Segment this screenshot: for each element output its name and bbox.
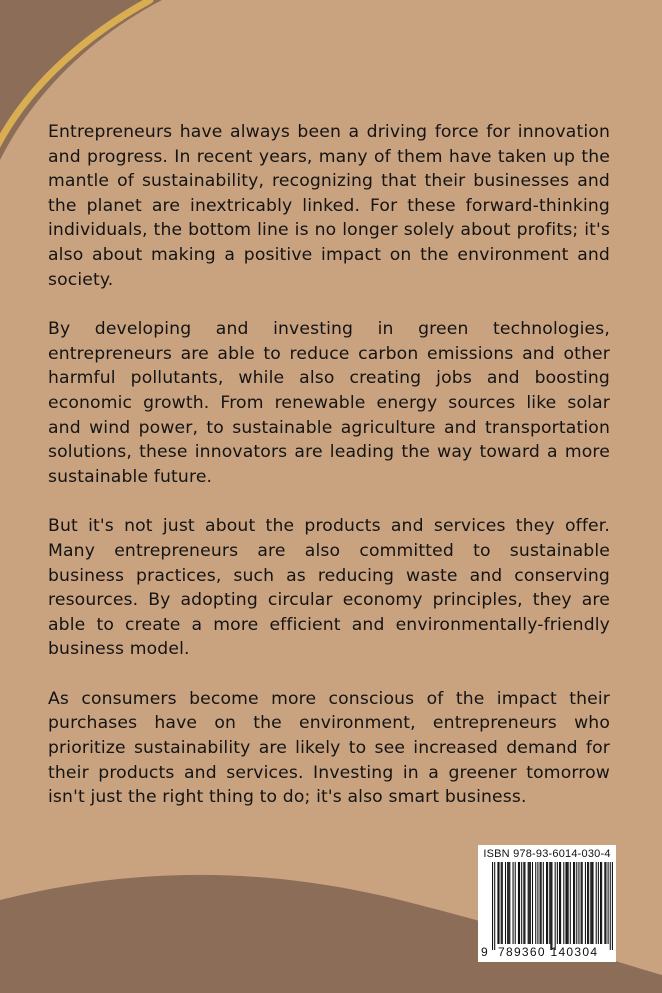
- barcode-bar: [524, 862, 525, 944]
- barcode-bar: [605, 862, 606, 944]
- barcode-bar: [568, 862, 569, 944]
- barcode-bar: [530, 862, 531, 944]
- barcode-bar: [570, 862, 571, 944]
- barcode-bar: [596, 862, 597, 944]
- barcode-bar: [508, 862, 509, 944]
- barcode-bar: [492, 862, 493, 950]
- barcode-bar: [529, 862, 530, 944]
- barcode-bar: [537, 862, 538, 944]
- barcode-bar: [600, 862, 601, 944]
- barcode-bar: [541, 862, 542, 944]
- barcode-bar: [608, 862, 609, 944]
- barcode-bar: [573, 862, 574, 944]
- barcode-bar: [494, 862, 495, 950]
- barcode-bar: [532, 862, 533, 944]
- barcode-bar: [612, 862, 613, 950]
- barcode-bar: [604, 862, 605, 944]
- barcode-bar: [565, 862, 566, 944]
- barcode-bar: [549, 862, 550, 944]
- isbn-barcode: [478, 845, 616, 962]
- barcode-bar: [501, 862, 502, 944]
- barcode-bar: [601, 862, 602, 944]
- paragraph-1: Entrepreneurs have always been a driving force for innovation and progress. In recent years, many of them have taken up the mantle of sustainability, recognizing that their businesses and the planet are inextricably linked. For these forward-thinking individuals, the bottom line is no longer solely about profits; it's also about making a positive impact on the environment and society.: [48, 122, 610, 290]
- barcode-bar: [551, 862, 552, 950]
- barcode-bar: [547, 862, 548, 944]
- barcode-bar: [598, 862, 599, 944]
- paragraph-4: As consumers become more conscious of the impact their purchases have on the environment, entrepreneurs who prioritize sustainability are likely to see increased demand for their products and services. Investing in a greener tomorrow isn't just the right thing to do; it's also smart business.: [48, 688, 610, 808]
- barcode-bar: [555, 862, 556, 950]
- barcode-bar: [578, 862, 579, 944]
- back-cover-text: [48, 120, 610, 835]
- barcode-bar: [497, 862, 498, 944]
- barcode-bar: [498, 862, 499, 944]
- barcode-bar: [576, 862, 577, 944]
- barcode-bar: [581, 862, 582, 944]
- barcode-bar: [543, 862, 544, 944]
- barcode-bar: [535, 862, 536, 944]
- barcode-bar: [502, 862, 503, 944]
- barcode-bar: [521, 862, 522, 944]
- barcode-bar: [515, 862, 516, 944]
- barcode-bar: [610, 862, 611, 950]
- barcode-bar: [546, 862, 547, 944]
- barcode-bar: [505, 862, 506, 944]
- barcode-bar: [528, 862, 529, 944]
- barcode-bar: [550, 862, 551, 950]
- barcode-bar: [588, 862, 589, 944]
- barcode-bar: [523, 862, 524, 944]
- barcode-bar: [591, 862, 592, 944]
- isbn-digits-rest: 789360 140304: [498, 945, 599, 959]
- barcode-bar: [557, 862, 558, 944]
- paragraph-2: By developing and investing in green technologies, entrepreneurs are able to reduce carbon emissions and other harmful pollutants, while also creating jobs and boosting economic growth. From renewable energy sources like solar and wind power, to sustainable agriculture and transportation solutions, these innovators are leading the way toward a more sustainable future.: [48, 319, 610, 487]
- barcode-bar: [519, 862, 520, 944]
- isbn-label: ISBN 978-93-6014-030-4: [483, 848, 611, 860]
- barcode-bar: [560, 862, 561, 944]
- barcode-bar: [587, 862, 588, 944]
- barcode-bar: [574, 862, 575, 944]
- barcode-bar: [559, 862, 560, 944]
- barcode-bar: [585, 862, 586, 944]
- barcode-bar: [582, 862, 583, 944]
- paragraph-3: But it's not just about the products and services they offer. Many entrepreneurs are also committed to sustainable business practices, such as reducing waste and conserving resources. By adopting circular economy principles, they are able to create a more efficient and environmentally-friendly business model.: [48, 516, 610, 660]
- barcode-bar: [540, 862, 541, 944]
- isbn-digit-lead: 9: [481, 945, 488, 959]
- barcode-bar: [513, 862, 514, 944]
- barcode-bar: [509, 862, 510, 944]
- barcode-bar: [563, 862, 564, 944]
- barcode-bar: [567, 862, 568, 944]
- barcode-bar: [507, 862, 508, 944]
- barcode-bar: [592, 862, 593, 944]
- barcode-bar: [518, 862, 519, 944]
- barcode-bar: [590, 862, 591, 944]
